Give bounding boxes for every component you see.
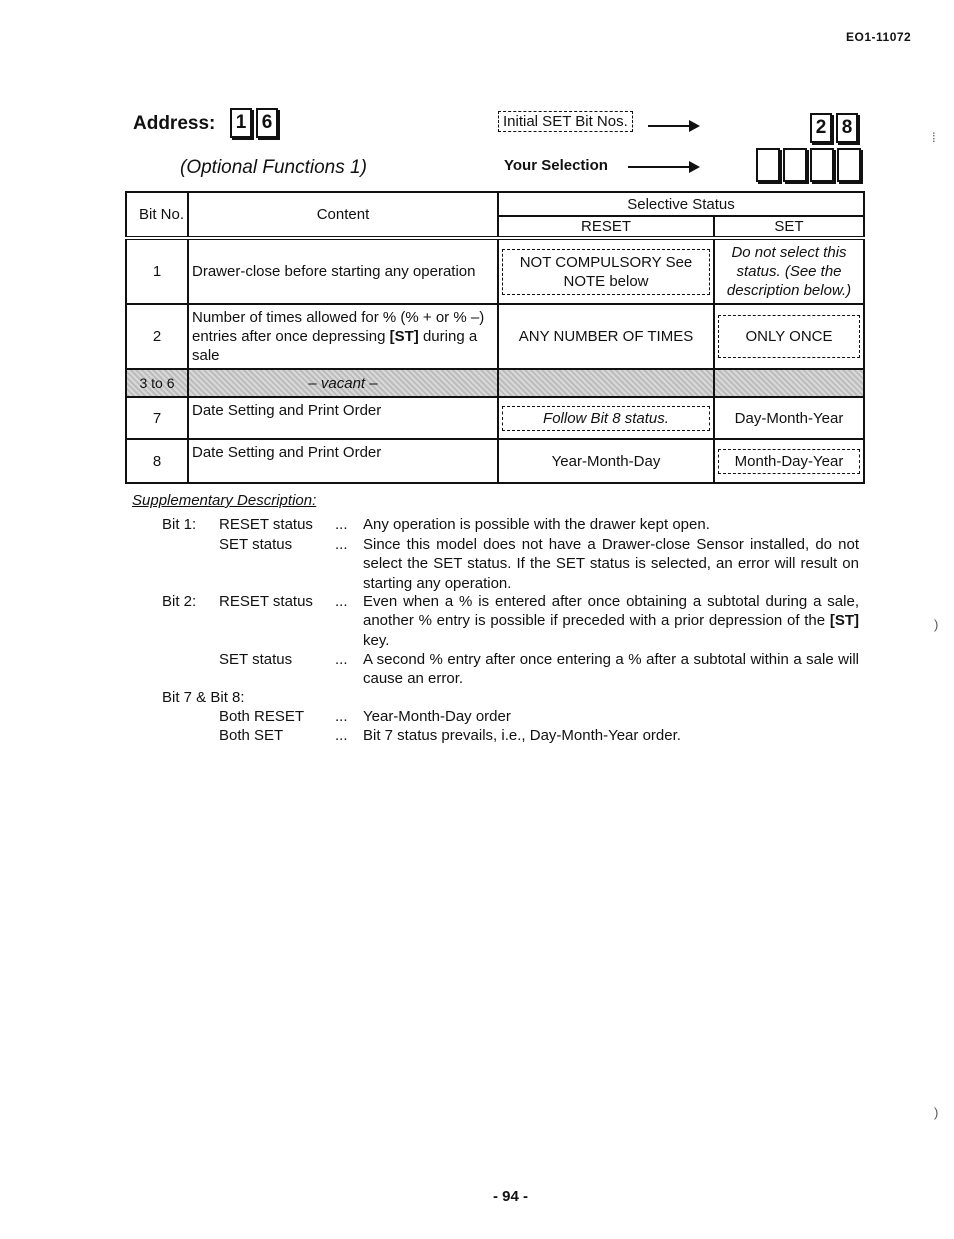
reset-cell: ANY NUMBER OF TIMES (498, 304, 714, 369)
table-row (126, 304, 864, 369)
bit2-set-status: SET status (219, 651, 293, 668)
bit1-reset-status: RESET status (219, 516, 313, 533)
bit-function-table (125, 191, 865, 484)
bit-number: 3 to 6 (126, 369, 188, 397)
bit-number: 8 (126, 439, 188, 483)
bit1-set-status: SET status (219, 536, 293, 553)
your-selection-label: Your Selection (504, 157, 608, 174)
bit2-set-text: A second % entry after once entering a % after a subtotal within a sale will cause an error. (363, 651, 859, 688)
reset-cell (498, 238, 714, 304)
content-cell: Date Setting and Print Order (188, 397, 498, 439)
supplementary-title: Supplementary Description: (132, 492, 317, 509)
initial-set-digits (810, 113, 862, 143)
set-cell: Day-Month-Year (714, 397, 864, 439)
selection-box[interactable] (783, 148, 807, 182)
bit2-label: Bit 2: (162, 593, 197, 610)
both-reset-label: Both RESET (219, 708, 305, 725)
bit1-label: Bit 1: (162, 516, 197, 533)
address-digit-1: 1 (230, 108, 252, 138)
page-number: - 94 - (493, 1188, 529, 1205)
set-option-box: ONLY ONCE (718, 315, 860, 358)
bit2-reset-status: RESET status (219, 593, 313, 610)
content-cell: Number of times allowed for % (% + or % –) entries after once depressing [ST] during a sale (188, 304, 498, 369)
dots: ... (335, 708, 348, 725)
set-cell (714, 439, 864, 483)
selection-box[interactable] (756, 148, 780, 182)
bit1-reset-text: Any operation is possible with the drawer kept open. (363, 516, 710, 533)
dots: ... (335, 651, 348, 668)
reset-cell: Year-Month-Day (498, 439, 714, 483)
content-cell: Date Setting and Print Order (188, 439, 498, 483)
set-cell (714, 304, 864, 369)
both-set-text: Bit 7 status prevails, i.e., Day-Month-Year order. (363, 727, 681, 744)
scan-mark: ) (934, 617, 939, 632)
address-label: Address: (133, 113, 216, 134)
set-cell: Do not select this status. (See the description below.) (714, 238, 864, 304)
vacant-label: – vacant – (188, 369, 498, 397)
table-row (126, 439, 864, 483)
header-bit-no: Bit No. (126, 192, 188, 238)
initial-set-digit-1: 2 (810, 113, 832, 143)
header-content: Content (188, 192, 498, 238)
content-cell: Drawer-close before starting any operation (188, 238, 498, 304)
st-key-label: [ST] (829, 612, 859, 630)
your-selection-boxes[interactable] (756, 148, 861, 182)
page-subtitle: (Optional Functions 1) (180, 157, 367, 178)
reset-option-box: Follow Bit 8 status. (502, 406, 710, 431)
table-row (126, 238, 864, 304)
both-reset-text: Year-Month-Day order (363, 708, 511, 725)
header-selective-status: Selective Status (498, 192, 864, 216)
address-digit-2: 6 (256, 108, 278, 138)
dots: ... (335, 536, 348, 553)
reset-cell (498, 397, 714, 439)
initial-set-digit-2: 8 (836, 113, 858, 143)
header-reset: RESET (498, 216, 714, 238)
table-row (126, 397, 864, 439)
address-digits (230, 108, 282, 138)
table-row (126, 369, 864, 397)
initial-set-arrow-icon (648, 125, 690, 127)
bit2-reset-text: Even when a % is entered after once obtaining a subtotal during a sale, another % entry is possible if preceded with a prior depression of the [ST] key. (363, 593, 859, 649)
dots: ... (335, 727, 348, 744)
bit-number: 2 (126, 304, 188, 369)
scan-mark: ⁞ (932, 130, 936, 145)
bit1-set-text: Since this model does not have a Drawer-close Sensor installed, do not select the SET status. If the SET status is selected, an error will result on starting any operation. (363, 536, 859, 592)
initial-set-label: Initial SET Bit Nos. (498, 111, 633, 132)
header-set: SET (714, 216, 864, 238)
selection-box[interactable] (837, 148, 861, 182)
scan-mark: ) (934, 1105, 939, 1120)
dots: ... (335, 516, 348, 533)
selection-box[interactable] (810, 148, 834, 182)
bit-number: 1 (126, 238, 188, 304)
set-option-box: Month-Day-Year (718, 449, 860, 474)
bit78-label: Bit 7 & Bit 8: (162, 689, 245, 706)
dots: ... (335, 593, 348, 610)
your-selection-arrow-icon (628, 166, 690, 168)
both-set-label: Both SET (219, 727, 284, 744)
bit-number: 7 (126, 397, 188, 439)
document-id: EO1-11072 (846, 30, 912, 44)
st-key-label: [ST] (389, 328, 419, 345)
reset-option-box: NOT COMPULSORY See NOTE below (502, 249, 710, 295)
